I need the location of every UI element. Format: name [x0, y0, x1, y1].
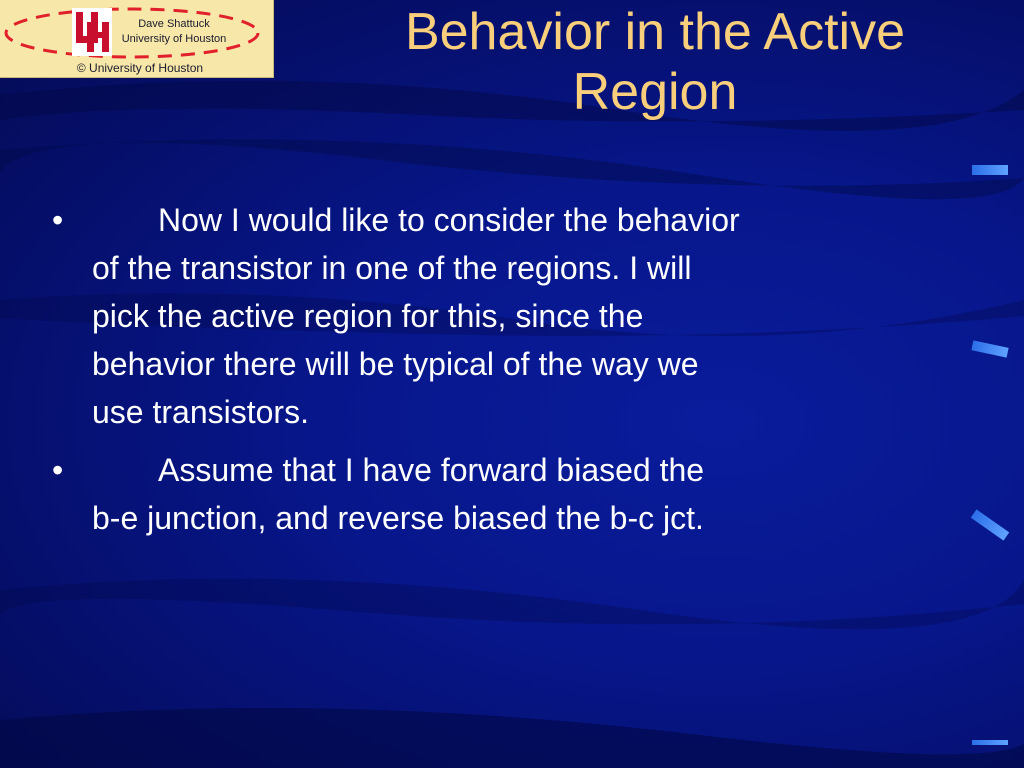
bullet-line: pick the active region for this, since the — [92, 298, 644, 334]
bullet-line: Assume that I have forward biased the — [158, 452, 705, 488]
author-credit: Dave Shattuck — [138, 18, 210, 30]
bullet-item — [52, 196, 912, 436]
bullet-line: Now I would like to consider the behavior — [158, 202, 740, 238]
edge-mark-decoration — [972, 740, 1008, 745]
slide-body — [52, 196, 912, 552]
slide-title — [330, 2, 980, 122]
bullet-line: behavior there will be typical of the way we — [92, 346, 699, 382]
bullet-line: use transistors. — [92, 394, 309, 430]
bullet-item — [52, 446, 912, 542]
uh-logo-icon — [72, 8, 112, 56]
bullet-line: b-e junction, and reverse biased the b-c jct. — [92, 500, 704, 536]
logo-badge — [0, 0, 274, 78]
bullet-marker: • — [52, 452, 64, 488]
slide-title-line-2: Region — [572, 63, 738, 121]
slide-title-line-1: Behavior in the Active — [404, 3, 906, 61]
edge-mark-decoration — [972, 165, 1008, 175]
copyright-notice: © University of Houston — [76, 61, 204, 75]
bullet-marker: • — [52, 202, 64, 238]
bullet-line: of the transistor in one of the regions. I will — [92, 250, 692, 286]
institution-credit: University of Houston — [121, 33, 227, 45]
